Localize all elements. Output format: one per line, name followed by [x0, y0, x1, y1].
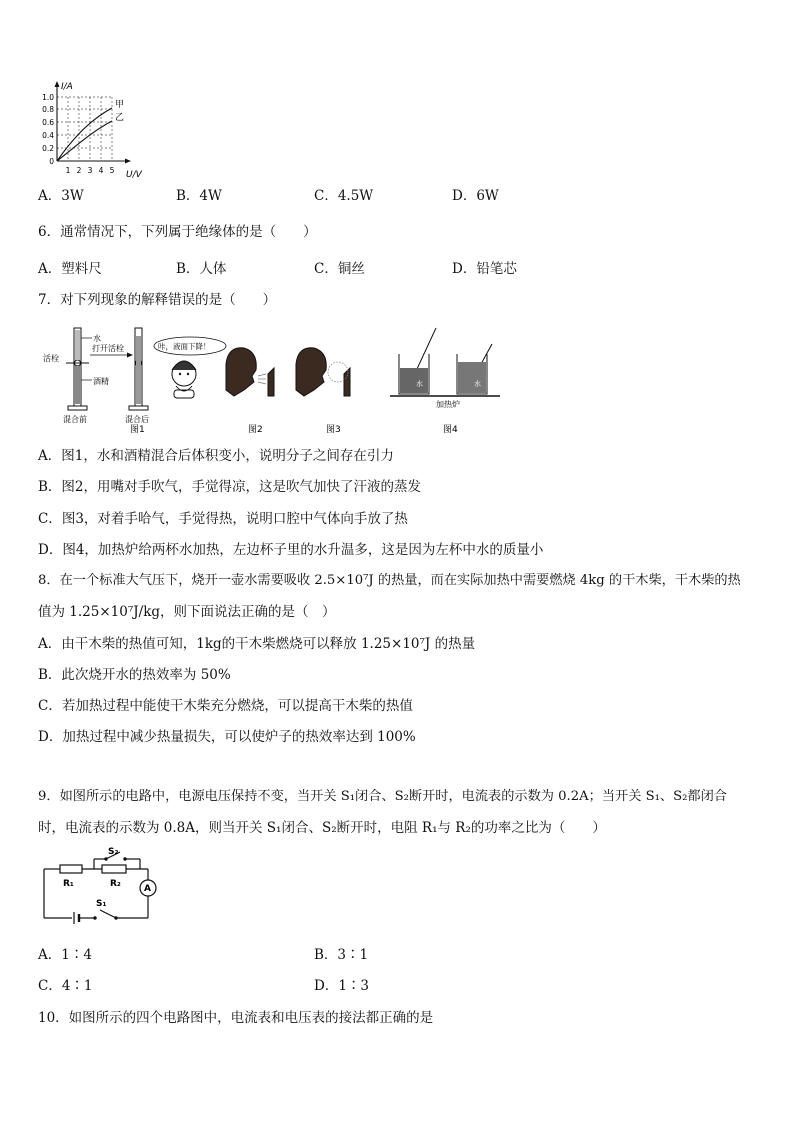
caption-fig4: 图4 [443, 425, 458, 435]
fig1-after-label: 混合后 [125, 415, 149, 424]
y-tick: 0.8 [42, 105, 54, 114]
q7-option-d[interactable]: D．图4，加热炉给两杯水加热，左边杯子里的水升温多，这是因为左杯中水的质量小 [38, 542, 544, 558]
q8-option-c[interactable]: C．若加热过程中能使干木柴充分燃烧，可以提高干木柴的热值 [38, 698, 413, 714]
x-tick: 3 [87, 166, 93, 175]
resistor-r1 [60, 865, 82, 873]
q9-stem-line1: 9．如图所示的电路中，电源电压保持不变，当开关 S₁闭合、S₂断开时，电流表的示数为 0.2A；当开关 S₁、S₂都闭合 [38, 789, 727, 804]
q7-option-a[interactable]: A．图1，水和酒精混合后体积变小，说明分子之间存在引力 [38, 448, 394, 464]
q7-option-b[interactable]: B．图2，用嘴对手吹气，手觉得凉，这是吹气加快了汗液的蒸发 [38, 479, 422, 495]
x-tick: 2 [76, 166, 82, 175]
x-tick: 4 [98, 166, 104, 175]
q8-option-b[interactable]: B．此次烧开水的热效率为 50% [38, 667, 231, 683]
q7-stem: 7．对下列现象的解释错误的是（ ） [38, 292, 277, 308]
q9-circuit-diagram [38, 846, 168, 926]
q9-option-b[interactable]: B．3∶1 [314, 947, 369, 963]
caption-fig2: 图2 [248, 425, 263, 435]
q9-option-d[interactable]: D．1∶3 [314, 978, 370, 994]
label-ammeter: A [144, 884, 151, 894]
q7-option-c[interactable]: C．图3，对着手哈气，手觉得热，说明口腔中气体向手放了热 [38, 511, 408, 527]
fig4-cup-label-left: 水 [416, 380, 423, 388]
y-tick: 1.0 [42, 93, 54, 102]
q9-option-a[interactable]: A．1∶4 [38, 947, 92, 963]
fig4-stove-label: 加热炉 [436, 400, 460, 409]
q6-option-b[interactable]: B．人体 [176, 261, 227, 277]
fig1-before-label: 混合前 [63, 415, 87, 424]
q9-option-c[interactable]: C．4∶1 [38, 978, 93, 994]
q6-option-c[interactable]: C．铜丝 [314, 261, 365, 277]
iu-graph [36, 78, 156, 183]
q5-option-b[interactable]: B．4W [176, 188, 222, 204]
label-r1: R₁ [63, 879, 74, 889]
label-s1: S₁ [96, 899, 107, 909]
curve-yi [57, 121, 112, 161]
q7-figure [38, 324, 508, 436]
fig1-valve-label: 活栓 [43, 354, 59, 363]
q8-option-d[interactable]: D．加热过程中减少热量损失，可以使炉子的热效率达到 100% [38, 729, 416, 745]
fig1-open-label: 打开活栓 [92, 344, 124, 353]
y-tick: 0.2 [42, 144, 54, 153]
y-axis-label: I/A [61, 82, 73, 92]
fig1-alcohol-label: 酒精 [93, 377, 109, 386]
resistor-r2 [102, 865, 126, 873]
q8-stem-line1: 8．在一个标准大气压下，烧开一壶水需要吸收 2.5×10⁷J 的热量，而在实际加热中需要燃烧 4kg 的干木柴，干木柴的热 [38, 573, 741, 588]
y-tick: 0.6 [42, 118, 54, 127]
q10-stem: 10．如图所示的四个电路图中，电流表和电压表的接法都正确的是 [38, 1010, 434, 1026]
curve-label-yi: 乙 [115, 113, 125, 123]
q5-option-c[interactable]: C．4.5W [314, 188, 374, 204]
q5-option-d[interactable]: D．6W [452, 188, 499, 204]
q6-stem: 6．通常情况下，下列属于绝缘体的是（ ） [38, 224, 317, 240]
fig4-cup-label-right: 水 [474, 380, 481, 388]
label-r2: R₂ [110, 879, 121, 889]
q9-stem-line2: 时，电流表的示数为 0.8A，则当开关 S₁闭合、S₂断开时，电阻 R₁与 R₂的功率之比为（ ） [38, 820, 606, 836]
caption-fig3: 图3 [326, 425, 341, 435]
q8-stem-line2: 值为 1.25×10⁷J/kg，则下面说法正确的是（ ） [38, 604, 336, 620]
q6-option-a[interactable]: A．塑料尺 [38, 261, 102, 277]
fig1-water-label: 水 [93, 334, 101, 343]
label-s2: S₂ [108, 847, 119, 857]
x-axis-label: U/V [126, 170, 142, 180]
curve-label-jia: 甲 [115, 100, 125, 110]
x-tick: 1 [65, 166, 71, 175]
y-tick: 0.4 [42, 131, 54, 140]
y-tick: 0 [49, 157, 54, 166]
caption-fig1: 图1 [130, 425, 145, 435]
q8-option-a[interactable]: A．由干木柴的热值可知，1kg的干木柴燃烧可以释放 1.25×10⁷J 的热量 [38, 636, 476, 652]
fig1-speech: 咔，液面下降！ [158, 342, 211, 351]
curve-jia [57, 108, 112, 161]
x-tick: 5 [109, 166, 115, 175]
q6-option-d[interactable]: D．铅笔芯 [452, 261, 517, 277]
q5-option-a[interactable]: A．3W [38, 188, 84, 204]
